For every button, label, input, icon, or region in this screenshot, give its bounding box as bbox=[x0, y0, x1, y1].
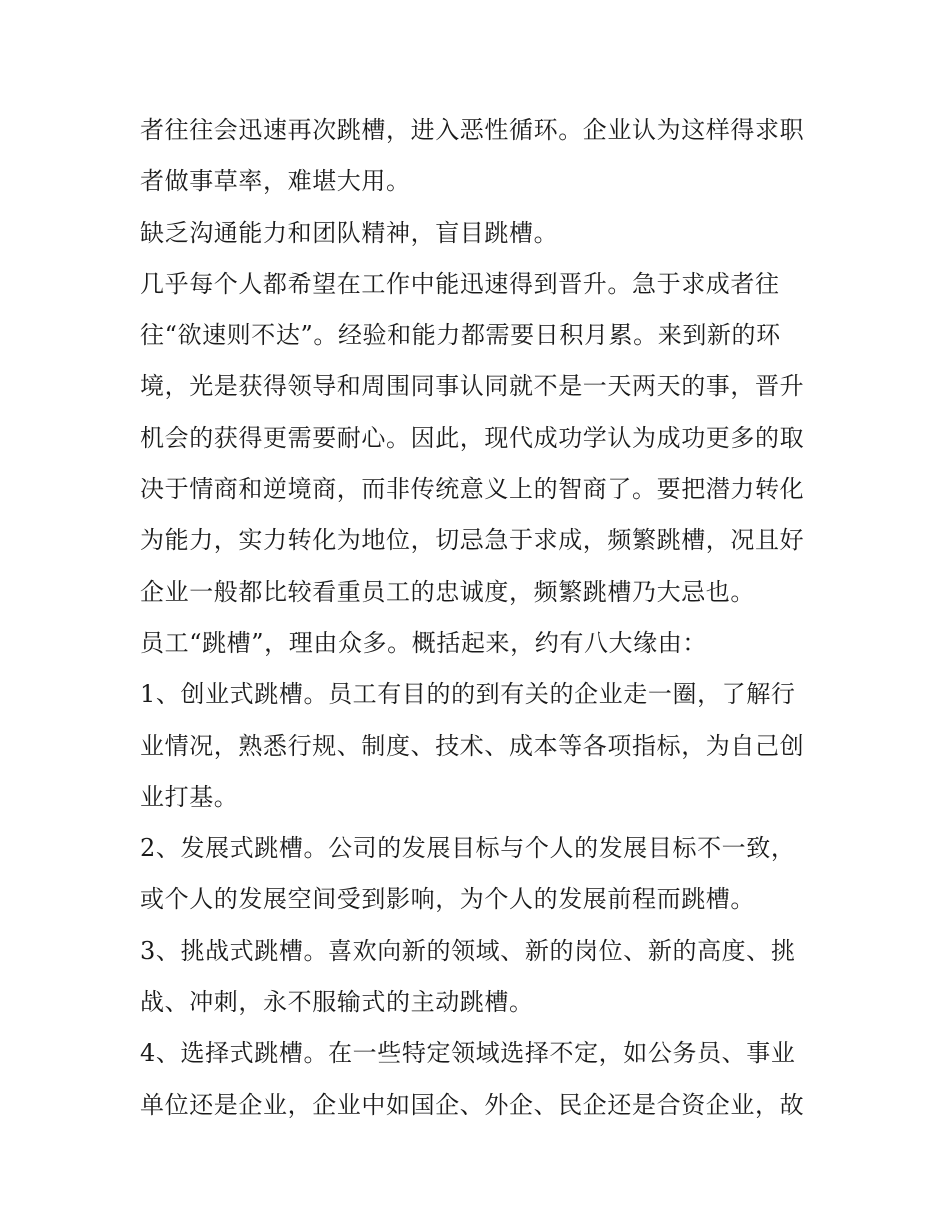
document-body bbox=[140, 105, 820, 1131]
text-line-11: 员工“跳槽”，理由众多。概括起来，约有八大缘由： bbox=[140, 628, 707, 657]
text-line-4: 几乎每个人都希望在工作中能迅速得到晋升。急于求成者往 bbox=[140, 269, 780, 298]
text-line-3: 缺乏沟通能力和团队精神，盲目跳槽。 bbox=[140, 218, 559, 247]
text-line-15: 2、发展式跳槽。公司的发展目标与个人的发展目标不一致， bbox=[140, 834, 796, 863]
text-line-18: 战、冲刺，永不服输式的主动跳槽。 bbox=[140, 988, 534, 1017]
text-line-7: 机会的获得更需要耐心。因此，现代成功学认为成功更多的取 bbox=[140, 423, 805, 452]
text-line-1: 者往往会迅速再次跳槽，进入恶性循环。企业认为这样得求职 bbox=[140, 116, 805, 144]
text-line-8: 决于情商和逆境商，而非传统意义上的智商了。要把潜力转化 bbox=[140, 475, 805, 504]
text-line-9: 为能力，实力转化为地位，切忌急于求成，频繁跳槽，况且好 bbox=[140, 526, 805, 555]
text-line-13: 业情况，熟悉行规、制度、技术、成本等各项指标，为自己创 bbox=[140, 731, 805, 760]
text-line-17: 3、挑战式跳槽。喜欢向新的领域、新的岗位、新的高度、挑 bbox=[140, 936, 796, 965]
text-line-5: 往“欲速则不达”。经验和能力都需要日积月累。来到新的环 bbox=[140, 321, 781, 350]
text-line-10: 企业一般都比较看重员工的忠诚度，频繁跳槽乃大忌也。 bbox=[140, 577, 755, 606]
text-line-20: 单位还是企业，企业中如国企、外企、民企还是合资企业，故 bbox=[140, 1090, 805, 1119]
text-line-2: 者做事草率，难堪大用。 bbox=[140, 167, 411, 196]
text-line-12: 1、创业式跳槽。员工有目的的到有关的企业走一圈，了解行 bbox=[140, 680, 796, 709]
text-line-16: 或个人的发展空间受到影响，为个人的发展前程而跳槽。 bbox=[140, 885, 755, 914]
text-line-19: 4、选择式跳槽。在一些特定领域选择不定，如公务员、事业 bbox=[140, 1039, 796, 1068]
text-line-6: 境，光是获得领导和周围同事认同就不是一天两天的事，晋升 bbox=[140, 372, 805, 401]
text-line-14: 业打基。 bbox=[140, 782, 239, 811]
